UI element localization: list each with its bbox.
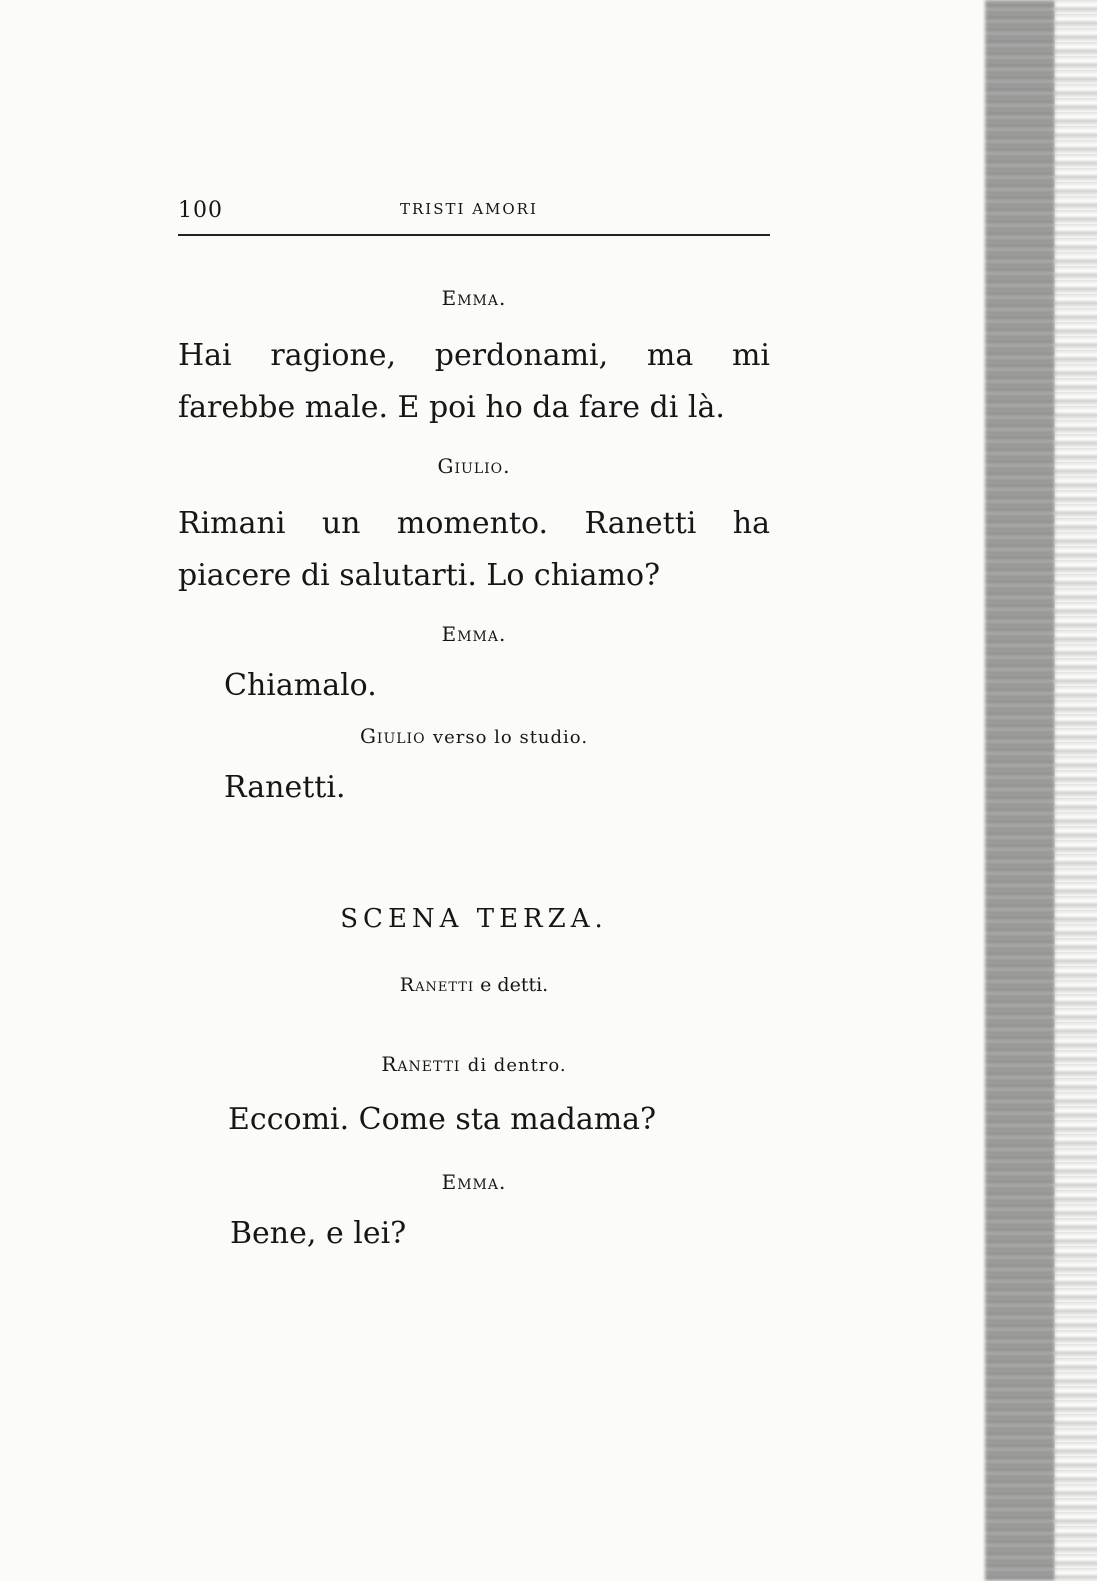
speech-line: Hai ragione, perdonami, ma mi <box>178 338 770 373</box>
page-header <box>178 198 770 236</box>
binding-edge <box>1055 0 1097 1581</box>
scene-character-name: Ranetti <box>399 974 475 996</box>
speaker-giulio-1: Giulio. <box>437 454 511 478</box>
speaker-giulio-2 <box>178 724 770 748</box>
speech-line: farebbe male. E poi ho da fare di là. <box>178 390 725 425</box>
speaker-name: Giulio <box>359 724 426 748</box>
speech-line: piacere di salutarti. Lo chiamo? <box>178 558 661 593</box>
scene-title: SCENA TERZA. <box>340 904 608 934</box>
speech-line: Bene, e lei? <box>230 1216 407 1251</box>
stage-direction: verso lo studio. <box>432 727 589 748</box>
scene-character-rest: e detti. <box>480 974 549 996</box>
speaker-ranetti <box>178 1052 770 1076</box>
speech-line: Rimani un momento. Ranetti ha <box>178 506 770 541</box>
stage-direction: di dentro. <box>467 1055 567 1076</box>
speaker-emma-1: Emma. <box>441 286 507 310</box>
page-number: 100 <box>178 198 223 223</box>
speaker-emma-3: Emma. <box>441 1170 507 1194</box>
scene-characters <box>178 974 770 996</box>
speech-line: Ranetti. <box>224 770 346 805</box>
speech-line: Eccomi. Come sta madama? <box>228 1102 657 1137</box>
binding-shadow <box>985 0 1055 1581</box>
speech-line: Chiamalo. <box>224 668 377 703</box>
speaker-emma-2: Emma. <box>441 622 507 646</box>
running-title: TRISTI AMORI <box>400 200 538 218</box>
speaker-name: Ranetti <box>381 1052 461 1076</box>
